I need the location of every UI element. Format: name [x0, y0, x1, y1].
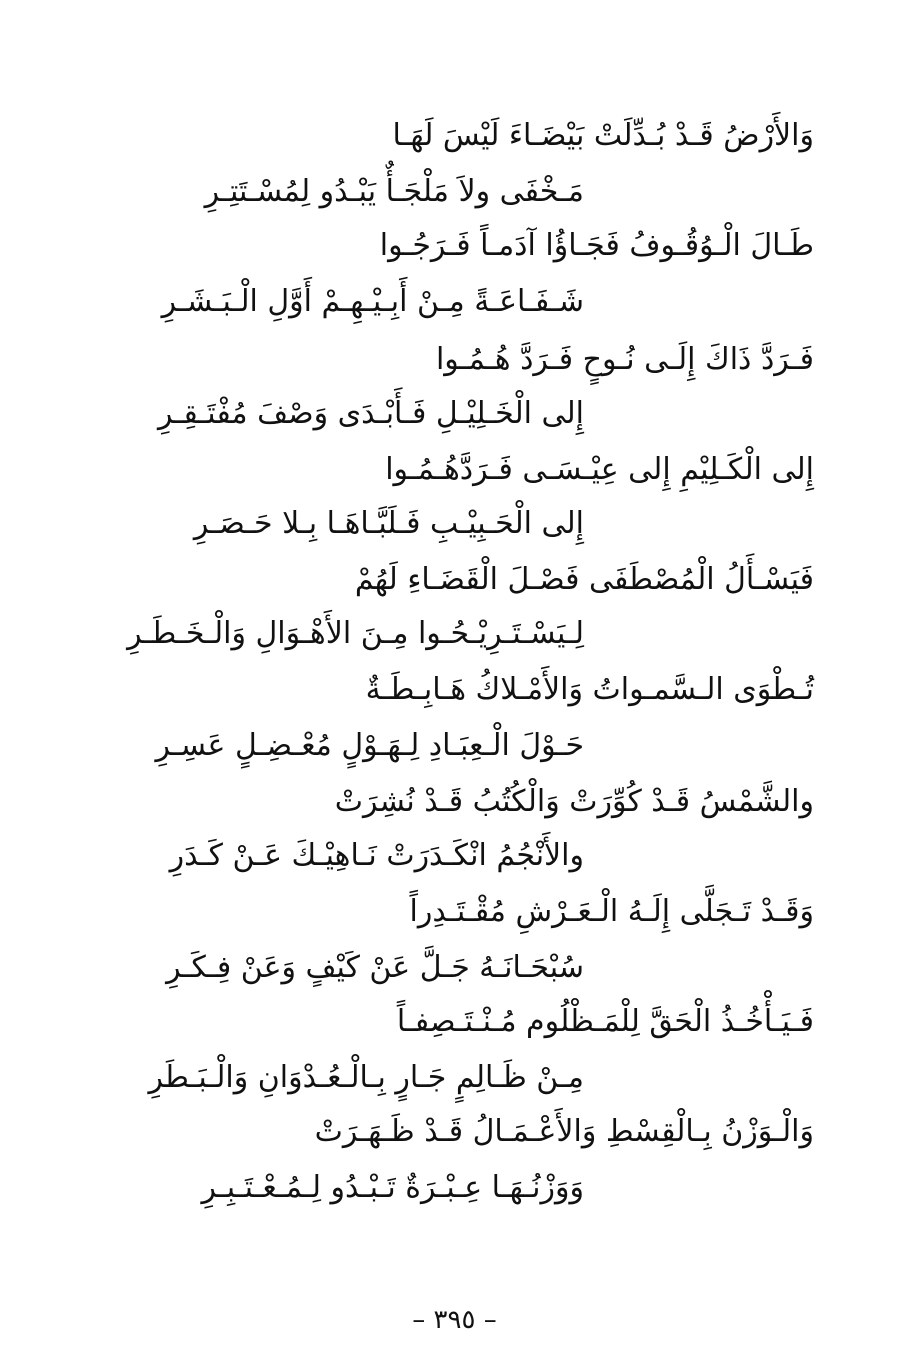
verse-line-1: وَالأَرْضُ قَـدْ بُـدِّلَتْ بَيْضَـاءَ لَيْسَ لَهَـا [392, 118, 814, 153]
verse-line-7: إِلى الْكَـلِيْمِ إِلى عِيْـسَـى فَـرَدَّهُـمُـوا [385, 452, 814, 487]
verse-line-3: طَـالَ الْـوُقُـوفُ فَجَـاؤُا آدَمـاً فَـرَجُـوا [379, 228, 814, 263]
verse-line-17: فَـيَـأْخُـذُ الْحَقَّ لِلْمَـظْلُوم مُـنْـتَـصِفـاً [396, 1004, 814, 1039]
verse-line-15: وَقَـدْ تَـجَلَّى إِلَـهُ الْـعَـرْشِ مُقْـتَـدِراً [409, 894, 814, 929]
verse-line-12: حَـوْلَ الْـعِبَـادِ لِـهَـوْلٍ مُعْـضِـلٍ عَسِـرِ [155, 728, 584, 763]
verse-line-10: لِـيَسْـتَـرِيْـحُـوا مِـنَ الأَهْـوَالِ وَالْـخَـطَـرِ [127, 616, 584, 651]
verse-line-14: والأَنْجُمُ انْكَـدَرَتْ نَـاهِيْـكَ عَـنْ كَـدَرِ [169, 838, 584, 873]
verse-line-4: شَـفَـاعَـةً مِـنْ أَبِـيْـهِـمْ أَوَّلِ الْـبَـشَـرِ [161, 284, 584, 319]
verse-line-16: سُبْحَـانَـهُ جَـلَّ عَنْ كَيْفٍ وَعَنْ فِـكَـرِ [166, 950, 584, 985]
verse-line-8: إِلى الْحَـبِيْـبِ فَـلَبَّـاهَـا بِـلا حَـصَـرِ [193, 506, 584, 541]
verse-line-2: مَـخْفَى ولاَ مَلْجَـأٌ يَبْـدُو لِمُسْـتَتِـرِ [204, 174, 584, 209]
verse-line-5: فَـرَدَّ ذَاكَ إِلَـى نُـوحٍ فَـرَدَّ هُـمُـوا [435, 342, 814, 377]
verse-line-19: وَالْـوَزْنُ بِـالْقِسْطِ وَالأَعْـمَـالُ قَـدْ ظَـهَـرَتْ [314, 1114, 814, 1149]
verse-line-20: وَوَزْنُـهَـا عِـبْـرَةٌ تَـبْـدُو لِـمُـعْـتَـبِـرِ [201, 1170, 584, 1205]
verse-line-6: إِلى الْخَـلِيْـلِ فَـأَبْـدَى وَصْفَ مُفْتَـقِـرِ [157, 396, 584, 431]
verse-line-13: والشَّمْسُ قَـدْ كُوِّرَتْ وَالْكُتُبُ قَـدْ نُشِرَتْ [334, 784, 814, 819]
page-number: – ٣٩٥ – [412, 1305, 497, 1335]
verse-line-18: مِـنْ ظَـالِمٍ جَـارٍ بِـالْـعُـدْوَانِ وَالْـبَـطَرِ [148, 1060, 584, 1095]
verse-line-11: تُـطْوَى الـسَّمـواتُ وَالأَمْـلاكُ هَـابِـطَـةٌ [365, 672, 814, 707]
verse-line-9: فَيَسْـأَلُ الْمُصْطَفَى فَصْـلَ الْقَضَـاءِ لَهُمْ [354, 562, 814, 597]
